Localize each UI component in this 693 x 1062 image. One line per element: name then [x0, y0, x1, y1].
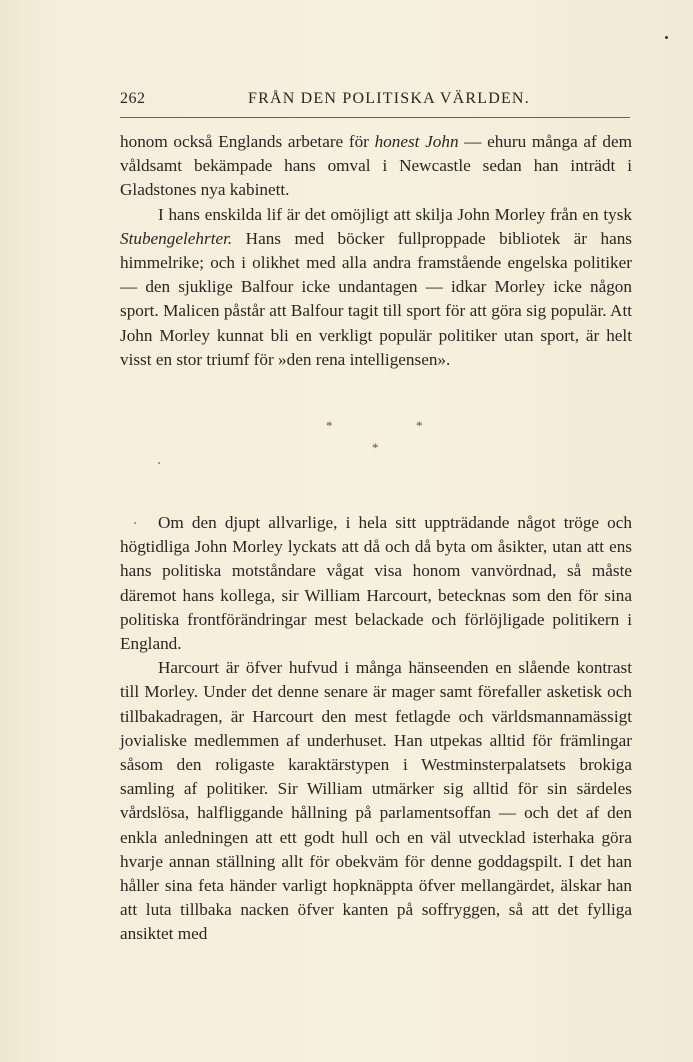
header-rule: [120, 117, 630, 118]
separator-asterisk-center: *: [372, 440, 379, 455]
text-section-2: [120, 511, 632, 947]
paragraph-1: [120, 130, 632, 203]
paragraph-1-text-b: — ehuru många af dem våldsamt bekämpade hans omval i Newcastle sedan han inträdt i Gladstones nya kabinett.: [120, 132, 632, 200]
paragraph-2-italic: Stubengelehrter.: [120, 228, 233, 248]
paragraph-3: Om den djupt allvarlige, i hela sitt uppträdande något tröge och högtidliga John Morley lyckats att då och då byta om åsikter, utan att ens hans politiska motståndare vågat visa honom vanvördnad, så måste däremot hans kollega, sir William Harcourt, betecknas som den för sina politiska frontförändringar mest belackade och förlöjligade politikern i England.: [120, 513, 632, 654]
page-number: 262: [120, 90, 146, 107]
ink-speck: [665, 36, 668, 39]
separator-asterisk-left: *: [326, 418, 333, 433]
paper-speck: [158, 462, 160, 464]
paragraph-1-text-a: honom också Englands arbetare för: [120, 132, 375, 151]
paragraph-2-text-b: Hans med böcker fullproppade bibliotek är hans himmelrike; och i olikhet med alla andra framstående engelska politiker — den sjuklige Balfour icke undantagen — idkar Morley icke någon sport. Malicen påstår att Balfour tagit till sport för att göra sig populär. Att John Morley kunnat bli en verkligt populär politiker utan sport, är helt visst en stor triumf för »den rena intelligensen».: [120, 228, 632, 369]
paragraph-4: Harcourt är öfver hufvud i många hänseenden en slående kontrast till Morley. Under det denne senare är mager samt förefaller asketisk och tillbakadragen, är Harcourt den mest fetlagde och världsmannamässigt jovialiske medlemmen af underhuset. Han utpekas alltid för främlingar såsom den roligaste karaktärstypen i Westminsterpalatsets brokiga samling af politiker. Sir William utmärker sig alltid för sin särdeles vårdslösa, halfliggande hållning på parlamentsoffan — och det af den enkla anledningen att ett godt hull och en väl utvecklad isterhaka göra hvarje annan ställning allt för obekväm för denne goddagspilt. I det han håller sina feta händer varligt hopknäppta öfver mellangärdet, älskar han att luta tillbaka nacken öfver kanten på soffryggen, så att det fylliga ansiktet med: [120, 658, 632, 944]
paragraph-2-text-a: I hans enskilda lif är det omöjligt att skilja John Morley från en tysk: [158, 204, 632, 224]
separator-asterisk-right: *: [416, 418, 423, 433]
page-header: [120, 90, 630, 114]
text-section-1: [120, 130, 632, 372]
running-head: FRÅN DEN POLITISKA VÄRLDEN.: [248, 90, 530, 107]
paragraph-2: [120, 203, 632, 372]
paragraph-1-italic: honest John: [374, 132, 459, 151]
